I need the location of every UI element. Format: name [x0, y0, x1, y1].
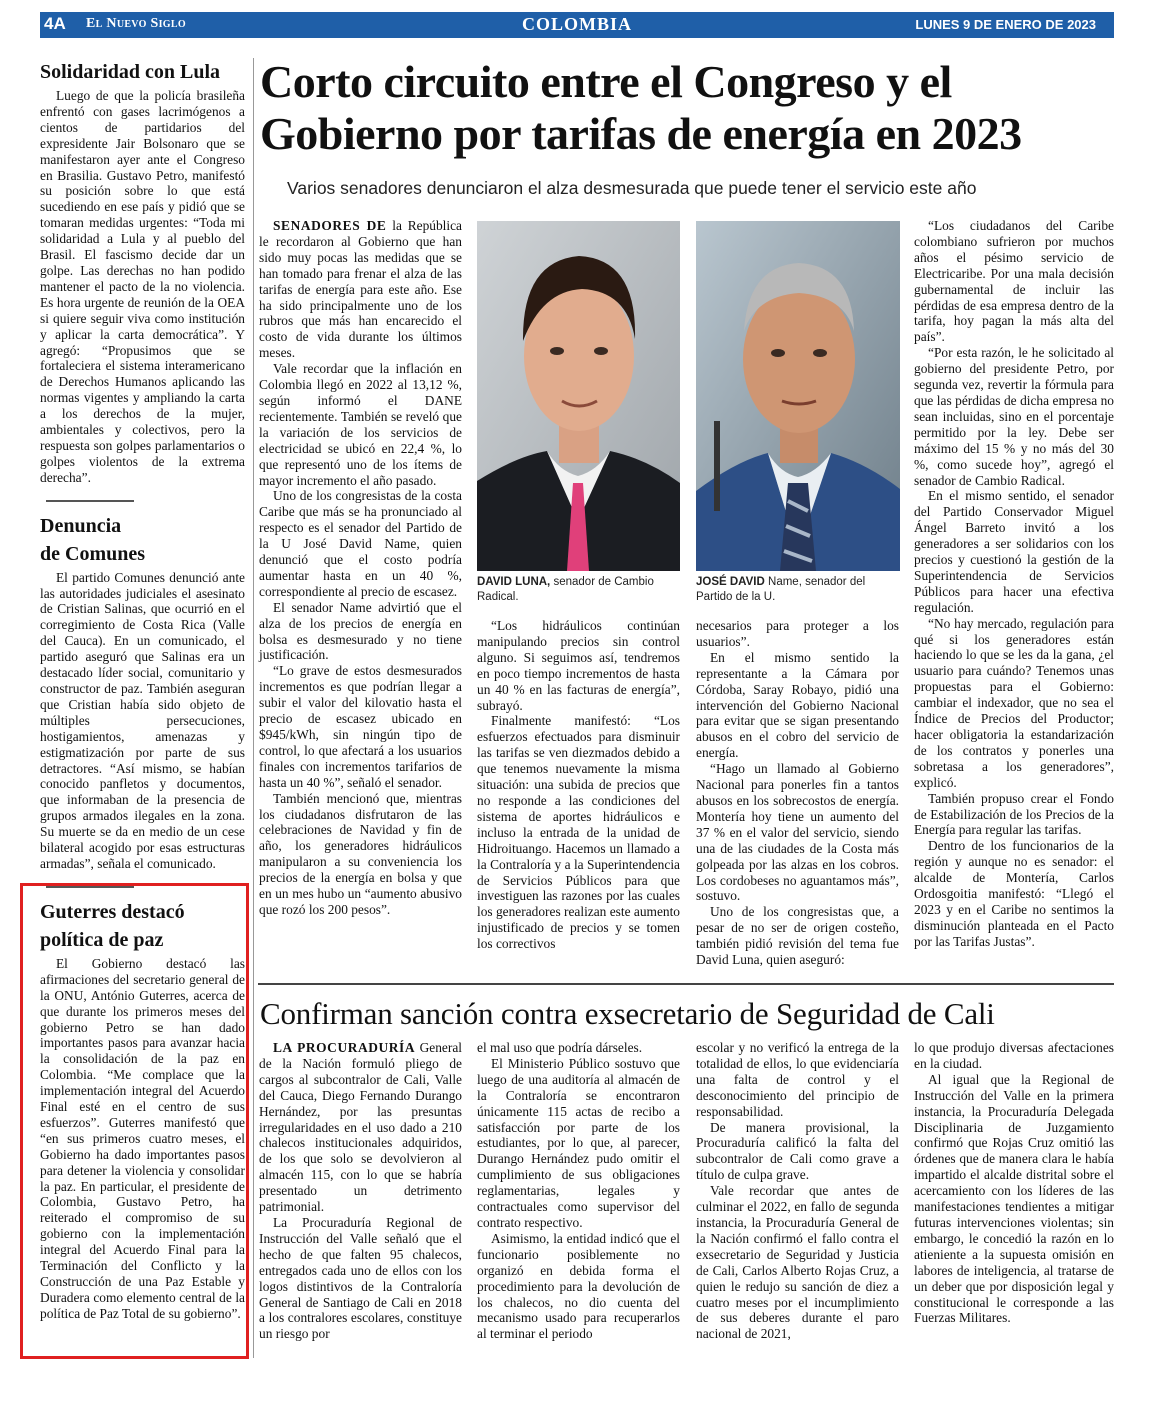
second-column-2: [477, 1040, 680, 1342]
caption-text: Name, senador del Partido de la U.: [696, 576, 866, 603]
column-rule: [253, 58, 254, 1358]
paragraph: “No hay mercado, regulación para qué si los generadores están haciendo lo que se les da la gana, ¿el usuario para cuándo? Tenemos unas propuestas para el Gobierno: cambiar el indexador, que no sea el Índice de Precios del Productor; hacer obligatoria la estandarización de los contratos y ponerles una sobretasa a los generadores”, explicó.: [914, 615, 1114, 790]
paragraph: “Lo grave de estos desmesurados incrementos es que podrían llegar a subir el valor del kilovatio hasta el precio de escasez ubicado en $945/kWh, sin ningún tipo de control, lo que afectará a los usuarios finales con incrementos tarifarios de hasta un 40 %”, señaló el senador.: [259, 663, 462, 790]
story-divider: [258, 983, 1114, 985]
paragraph: “Los ciudadanos del Caribe colombiano sufrieron por muchos años el pésimo servicio de Electricaribe. Por una mala decisión gubernamental de incluir las pérdidas de esa empresa dentro de la tarifa, hoy pagan la más alta del país”.: [914, 218, 1114, 345]
headline-line: Gobierno por tarifas de energía en 2023: [260, 108, 1022, 159]
paragraph: El Ministerio Público sostuvo que luego de una auditoría al almacén de la Contraloría se encontraron únicamente 115 actas de recibo a satisfacción por parte de los estudiantes, por lo que, al parecer, Durango Hernández pudo omitir el cumplimiento de sus obligaciones reglamentarias, legales y contractuales como supervisor del contrato respectivo.: [477, 1055, 680, 1230]
lead-caps: LA PROCURADURÍA: [273, 1040, 416, 1055]
photo-caption-name: [696, 575, 901, 605]
paragraph: La Procuraduría Regional de Instrucción del Valle señaló que el hecho de que falten 95 chalecos, entregados cada uno de ellos con los logos distintivos de la Contraloría General de Santiago de Cali en 2018 a los contralores escolares, constituye un riesgo por: [259, 1214, 462, 1342]
sidebar-story-comunes: [40, 512, 245, 872]
paragraph: “Por esta razón, le he solicitado al gobierno del presidente Petro, por segunda vez, revertir la fórmula para que las pérdidas de dicha empresa no sean incluidas, sino en el porcentaje permitido por la ley. Debe ser máximo del 15 % y no más del 30 %, como sucede hoy”, agregó el senador de Cambio Radical.: [914, 345, 1114, 488]
paragraph: Vale recordar que antes de culminar el 2022, en fallo de segunda instancia, la Procuraduría General de la Nación confirmó el fallo contra el exsecretario de Seguridad y Justicia de Cali, Carlos Alberto Rojas Cruz, a quien le redujo su sanción de diez a cuatro meses por el incumplimiento de sus deberes durante el paro nacional de 2021,: [696, 1183, 899, 1342]
main-headline: [260, 56, 1120, 160]
sidebar-story-body: Luego de que la policía brasileña enfrentó con gases lacrimógenos a cientos de partidarios del expresidente Jair Bolsonaro que se manifestaron ayer ante el Congreso en Brasilia. Gustavo Petro, manifestó su posición sobre lo que está sucediendo en ese país y pidió que se tomaran medidas urgentes: “Toda mi solidaridad a Lula y al pueblo del Brasil. El fascismo decide dar un golpe. Las derechas no han podido mantener el pacto de la no violencia. Es hora urgente de reunión de la OEA si quiere seguir viva como institución y aplicar la carta democrática”. Y agregó: “Propusimos que se fortaleciera el sistema interamericano de Derechos Humanos aplicando las normas vigentes y ampliando la carta a los derechos de la mujer, ambientales y colectivos, pero la respuesta son golpes parlamentarios o golpes violentos de la extrema derecha”.: [40, 88, 245, 485]
main-column-1: [259, 218, 462, 918]
main-column-4: [914, 218, 1114, 950]
title-line: Denuncia: [40, 514, 122, 537]
paragraph: De manera provisional, la Procuraduría calificó la falta del subcontralor de Cali como grave a título de culpa grave.: [696, 1119, 899, 1183]
caption-text: senador de Cambio Radical.: [477, 576, 654, 603]
second-headline: Confirman sanción contra exsecretario de Seguridad de Cali: [260, 996, 995, 1031]
portrait-illustration: [696, 221, 900, 571]
sidebar-story-body: El Gobierno destacó las afirmaciones del secretario general de la ONU, António Guterres, acerca de que durante los primeros meses del gobierno Petro se han dado importantes pasos para avanzar hacia la consolidación de la paz en Colombia. “Me complace que la implementación integral del Acuerdo Final esté en el centro de sus esfuerzos”. Guterres manifestó que “en sus primeros cuatro meses, el Gobierno ha dado importantes pasos para detener la violencia y consolidar la paz. En particular, el presidente de Colombia, Gustavo Petro, ha reiterado el compromiso de su gobierno con la implementación integral del Acuerdo Final para la Terminación del Conflicto y la Construcción de una Paz Estable y Duradera como elemento central de la política de Paz Total de su gobierno”.: [40, 955, 245, 1321]
paragraph: Vale recordar que la inflación en Colombia llegó en 2022 al 13,12 %, según informó el DANE recientemente. También se reveló que la variación de los servicios de electricidad se ubicó en 22,4 %, lo que representó uno de los ítems de mayor incremento el año pasado.: [259, 361, 462, 488]
paragraph: “Los hidráulicos continúan manipulando precios sin control alguno. Si seguimos así, tendremos en poco tiempo incrementos de hasta un 40 % en las facturas de energía”, subrayó.: [477, 618, 680, 713]
photo-caption-luna: [477, 575, 682, 605]
sidebar-story-body: El partido Comunes denunció ante las autoridades judiciales el asesinato de Cristian Salinas, que ocurrió en el corregimiento de Costa Rica (Valle del Cauca). En un comunicado, el partido aseguró que Salinas era un destacado líder social, comunitario y constructor de paz. También aseguran que Cristian había sido objeto de múltiples persecuciones, hostigamientos, amenazas y estigmatización por parte de sus detractores. “Así mismo, se habían conocido panfletos y documentos, que informaban de la presencia de grupos armados ilegales en la zona. Su muerte se da en medio de un cese bilateral acogido por esas estructuras armadas”, señala el comunicado.: [40, 569, 245, 871]
photo-david-luna: [477, 221, 680, 571]
paragraph: En el mismo sentido, el senador del Partido Conservador Miguel Ángel Barreto invitó a los generadores a ser solidarios con los precios y cuestionó la gestión de la Superintendencia de Servicios Públicos para hacer una efectiva regulación.: [914, 488, 1114, 615]
paragraph: la República le recordaron al Gobierno que han sido muy pocas las medidas que se han tomado para frenar el alza de las tarifas de energía para este año. Ese ha sido principalmente uno de los rubros que más han encarecido el costo de vida durante los últimos meses.: [259, 218, 462, 361]
paragraph: Al igual que la Regional de Instrucción del Valle en la primera instancia, la Procuraduría Delegada Disciplinaria de Juzgamiento confirmó que Rojas Cruz omitió las órdenes que de manera clara le había impartido el alcalde distrital sobre el acercamiento con los líderes de las manifestaciones tendientes a mitigar futuras intervenciones violentas; sin embargo, le concedió la razón en lo atieniente a la supuesta omisión en labores de inteligencia, al tratarse de un deber que por disposición legal y constitucional le corresponde a las Fuerzas Militares.: [914, 1071, 1114, 1326]
paragraph: Dentro de los funcionarios de la región y aunque no es senador: el alcalde de Montería, Carlos Ordosgoitia manifestó: “Llegó el 2023 y en el Caribe no sentimos la disminución planteada en el Pacto por las Tarifas Justas”.: [914, 838, 1114, 949]
paragraph: También mencionó que, mientras los ciudadanos disfrutaron de las celebraciones de Navidad y fin de año, los generadores hidráulicos manipularon a su conveniencia los precios de la energía en bolsa y que en un mes hubo un “aumento abusivo que rozó los 200 pesos”.: [259, 790, 462, 917]
sidebar-column: [40, 58, 245, 1322]
second-column-3: [696, 1040, 899, 1342]
paragraph: En el mismo sentido la representante a la Cámara por Córdoba, Saray Robayo, pidió una intervención del Gobierno Nacional para evitar que se sigan presentando abusos en el cobro del servicio de energía.: [696, 649, 899, 761]
sidebar-divider: [46, 500, 134, 502]
paragraph: Asimismo, la entidad indicó que el funcionario posiblemente no organizó en debida forma el procedimiento para la devolución de los chalecos, no dio cuenta del mecanismo usado para recuperarlos al terminar el periodo: [477, 1230, 680, 1342]
paragraph: También propuso crear el Fondo de Estabilización de los Precios de la Energía para regular las tarifas.: [914, 790, 1114, 838]
sidebar-story-guterres: [40, 898, 245, 1322]
lead-caps: SENADORES DE: [273, 218, 387, 233]
main-deck: Varios senadores denunciaron el alza desmesurada que puede tener el servicio este año: [287, 178, 977, 198]
sidebar-story-title: [40, 898, 245, 954]
photo-jose-david-name: [696, 221, 900, 571]
paragraph: Finalmente manifestó: “Los esfuerzos efectuados para disminuir las tarifas se ven diezmados debido a que tenemos nuevamente la misma situación: una subida de precios que no responde a las condiciones del sistema de aportes hidráulicos e incluso la entrada de la unidad de Hidroituango. Hacemos un llamado a la Contraloría y a la Superintendencia de Servicios Públicos para que investiguen las razones por las cuales los generadores realizan este aumento injustificado de precios y se tomen los correctivos: [477, 713, 680, 952]
sidebar-story-title: [40, 512, 245, 568]
title-line: Guterres destacó: [40, 900, 185, 923]
sidebar-story-title: Solidaridad con Lula: [40, 61, 221, 83]
caption-name: DAVID LUNA,: [477, 576, 551, 588]
sidebar-divider: [46, 886, 134, 888]
sidebar-story-lula: [40, 58, 245, 486]
paragraph: “Hago un llamado al Gobierno Nacional para ponerles fin a tantos abusos en los sobrecostos de energía. Montería hoy tiene un aumento del 37 % en el valor del servicio, siendo una de las ciudades de la Costa más golpeada por las alzas en los cobros. Los cordobeses no aguantamos más”, sostuvo.: [696, 761, 899, 904]
paragraph: necesarios para proteger a los usuarios”.: [696, 618, 899, 649]
issue-date: LUNES 9 DE ENERO DE 2023: [915, 17, 1096, 32]
paragraph: Uno de los congresistas de la costa Caribe que más se ha pronunciado al respecto es el senador del Partido de la U José David Name, quien denunció que el costo podría aumentar hasta en un 40 %, correspondiente al precio de escasez.: [259, 488, 462, 599]
page-header-bar: [40, 12, 1114, 38]
title-line: política de paz: [40, 928, 164, 951]
second-column-4: [914, 1040, 1114, 1326]
section-name: COLOMBIA: [521, 14, 632, 34]
second-column-1: [259, 1040, 462, 1342]
paragraph: El senador Name advirtió que el alza de los precios de energía en bolsa es desmesurado y no tiene justificación.: [259, 599, 462, 663]
paragraph: Uno de los congresistas que, a pesar de no ser de origen costeño, también pidió revisión del tema fue David Luna, quien aseguró:: [696, 904, 899, 968]
paragraph: General de la Nación formuló pliego de cargos al subcontralor de Cali, Valle del Cauca, Diego Fernando Durango Hernández, por las presuntas irregularidades en el uso dado a 210 chalecos institucionales adquiridos, de los que solo se devolvieron al almacén 115, con lo que se habría presentado un detrimento patrimonial.: [259, 1040, 462, 1215]
paragraph: el mal uso que podría dárseles.: [477, 1040, 643, 1055]
newspaper-name: El Nuevo Siglo: [86, 16, 186, 31]
headline-line: Corto circuito entre el Congreso y el: [260, 56, 952, 107]
paragraph: escolar y no verificó la entrega de la totalidad de ellos, lo que evidenciaría una falta de control y el desconocimiento del principio de responsabilidad.: [696, 1040, 899, 1119]
title-line: de Comunes: [40, 542, 146, 565]
main-column-2: [477, 618, 680, 952]
page-number: 4A: [44, 14, 66, 33]
caption-name: JOSÉ DAVID: [696, 576, 765, 588]
main-column-3: [696, 618, 899, 968]
portrait-illustration: [477, 221, 680, 571]
paragraph: lo que produjo diversas afectaciones en la ciudad.: [914, 1040, 1114, 1071]
